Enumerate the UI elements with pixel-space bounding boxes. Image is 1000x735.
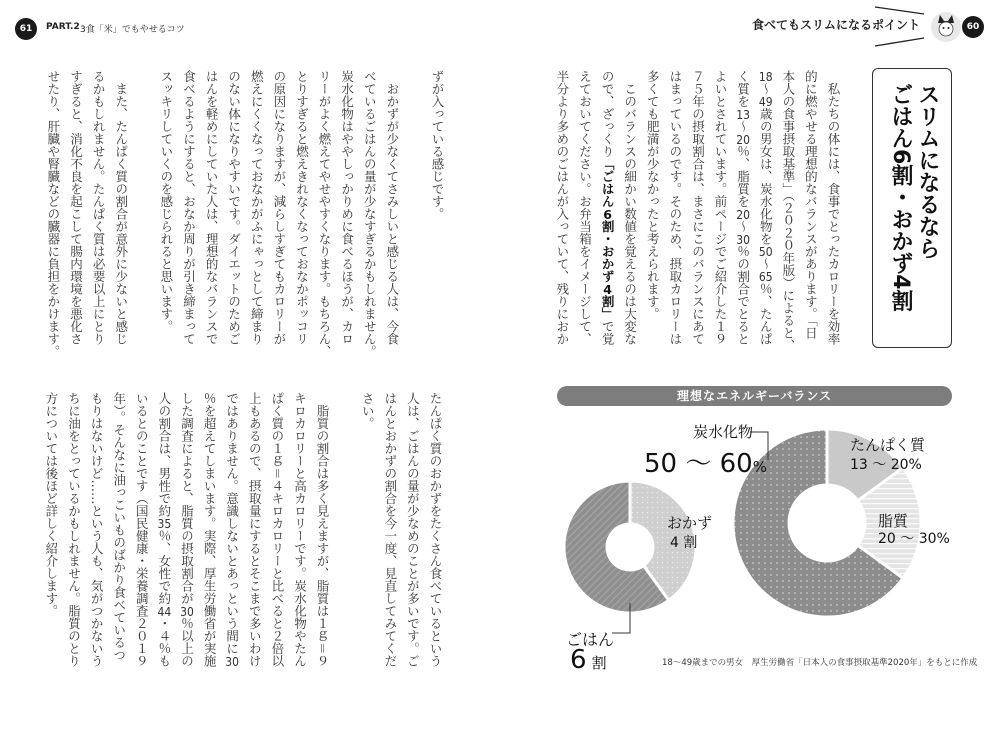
protein-label: たんぱく質 bbox=[850, 436, 926, 454]
number: 6 bbox=[603, 207, 612, 220]
text-line: えておいてください。お弁当箱をイメージして、 bbox=[577, 70, 593, 345]
section-title: 食べてもスリムになるポイント bbox=[752, 18, 921, 32]
text-line bbox=[132, 70, 155, 355]
text-line: 本人の食事摂取基準」（２０２０年版）によると、 bbox=[780, 70, 796, 352]
number: 4 bbox=[603, 282, 612, 295]
emphasis-text: 「ごはん6割・おかず4割」 bbox=[600, 157, 616, 320]
text-line: ちに油をとっているかもしれません。脂質のとり bbox=[66, 392, 82, 667]
number: 50 bbox=[758, 245, 773, 258]
bottom-body-text bbox=[39, 392, 446, 677]
text-line: く質を13～20％、脂質を20～30％の割合でとると bbox=[735, 70, 751, 345]
text-line: リーがよく燃えてやせやすくなります。もちろん、 bbox=[317, 70, 333, 358]
text-segment: で覚 bbox=[600, 320, 616, 345]
text-line: たんぱく質のおかずをたくさん食べているという bbox=[428, 392, 443, 667]
text-line: 18～49歳の男女は、炭水化物を50～65％、たんぱ bbox=[758, 70, 774, 345]
text-line: スッキリしていくのを感じられると思います。 bbox=[158, 70, 174, 333]
right-body-text bbox=[550, 70, 844, 355]
text-line: 燃えにくくなっておなかがふにゃっとして締まり bbox=[249, 70, 265, 345]
chapter-title: 3食「米」でもやせるコツ bbox=[80, 25, 185, 35]
text-line: 私たちの体には、食事でとったカロリーを効率 bbox=[826, 70, 841, 345]
text-line: 食べるようにすると、おなか周りが引き締まって bbox=[181, 70, 197, 345]
text-line: はんとおかずの割合を今一度、見直してみてくだ bbox=[382, 392, 398, 667]
number: 30 bbox=[736, 232, 750, 245]
number: 13 bbox=[736, 107, 750, 120]
carb-unit: % bbox=[752, 458, 767, 476]
text-line: また、たんぱく質の割合が意外に少ないと感じ bbox=[113, 70, 129, 345]
headline-box bbox=[872, 68, 952, 348]
text-line: さい。 bbox=[360, 392, 376, 430]
header-decoration-lines bbox=[870, 4, 930, 48]
number: 44 bbox=[157, 604, 172, 617]
fat-value: 20 ～ 30% bbox=[878, 531, 950, 547]
carb-label: 炭水化物 bbox=[693, 423, 754, 441]
text-line: 上もあるので、摂取量にするとそこまで多いわけ bbox=[247, 392, 263, 667]
protein-value: 13 ～ 20% bbox=[850, 457, 922, 473]
text-line: ７５年の摂取割合は、まさにこのバランスにあて bbox=[690, 70, 706, 345]
fat-label: 脂質 bbox=[878, 512, 909, 530]
text-line bbox=[333, 392, 356, 677]
carb-range: 50 ～ 60 bbox=[644, 449, 753, 479]
text-line: とりすぎると燃えきれなくなっておなかポッコリ bbox=[294, 70, 310, 345]
text-line-emphasis bbox=[595, 70, 618, 355]
number: 49 bbox=[758, 95, 773, 108]
side-dish-value: 4 割 bbox=[670, 535, 698, 551]
rice-number: 6 bbox=[570, 645, 587, 675]
page-number: 60 bbox=[966, 22, 980, 32]
number: 20 bbox=[736, 132, 750, 145]
text-line: このバランスの細かい数値を覚えるのは大変な bbox=[622, 70, 638, 345]
text-line: ではありません。意識しないとあっという間に30 bbox=[224, 392, 240, 667]
text-line: した調査によると、脂質の摂取割合が30％以上の bbox=[179, 392, 195, 667]
text-line: 人の割合は、男性で約35％、女性で約44・４％も bbox=[156, 392, 172, 667]
chart-caption: 18～49歳までの男女 厚生労働省「日本人の食事摂取基準2020年」をもとに作成 bbox=[662, 658, 978, 668]
side-dish-label: おかず bbox=[667, 514, 713, 532]
text-line: 方については後ほど詳しく紹介します。 bbox=[43, 392, 59, 617]
text-line: おかずが少なくてさみしいと感じる人は、今食 bbox=[384, 70, 400, 345]
left-top-body-text bbox=[41, 70, 448, 358]
page-number-badge-left bbox=[15, 18, 37, 40]
text-line: の原因になりますが、減らしすぎてもカロリーが bbox=[271, 70, 287, 345]
headline-line-2: ごはん6割・おかず4割 bbox=[888, 83, 913, 312]
rice-unit: 割 bbox=[591, 654, 607, 672]
text-line: いるとのことです（国民健康・栄養調査２０１９ bbox=[134, 392, 150, 667]
text-line: ぱく質の１ｇ＝４キロカロリーと比べると２倍以 bbox=[269, 392, 285, 668]
text-line: 人は、ごはんの量が少なめのことが多いです。ご bbox=[405, 392, 421, 667]
text-line: すぎると、消化不良を起こして腸内環境を悪化さ bbox=[68, 70, 84, 345]
text-line: 脂質の割合は多く見えますが、脂質は１ｇ＝９ bbox=[315, 392, 331, 668]
text-line: 的に燃やせる理想的なバランスがあります。「日 bbox=[803, 70, 819, 339]
page-number: 61 bbox=[19, 24, 33, 34]
text-line: べているごはんの量が少なすぎるかもしれません。 bbox=[362, 70, 378, 358]
number: 18 bbox=[758, 70, 773, 83]
number: 20 bbox=[736, 207, 750, 220]
carb-value bbox=[644, 443, 767, 480]
text-line bbox=[403, 70, 426, 355]
text-line: ずが入っている感じです。 bbox=[430, 70, 445, 220]
text-line: よいとされています。前ページでご紹介した１９ bbox=[713, 70, 729, 345]
number: 35 bbox=[157, 517, 172, 530]
text-line: 年）。そんなに油っこいものばかり食べているつ bbox=[111, 392, 127, 661]
text-line: 半分より多めのごはんが入っていて、残りにおか bbox=[554, 70, 570, 345]
rice-value bbox=[570, 645, 607, 675]
number: 30 bbox=[225, 654, 240, 667]
headline-line-1: スリムになるなら bbox=[915, 83, 940, 259]
text-line: 多くても肥満が少なかったと考えられます。 bbox=[645, 70, 661, 320]
page-number-badge-right bbox=[962, 16, 984, 38]
text-segment: ので、ざっくり bbox=[600, 70, 616, 158]
part-label: PART.2 bbox=[46, 22, 80, 32]
rice-label: ごはん bbox=[566, 630, 615, 649]
text-line: のない体になりやすいです。ダイエットのためご bbox=[226, 70, 242, 345]
text-line: キロカロリーと高カロリーです。炭水化物やたん bbox=[292, 392, 308, 667]
text-line: ％を超えてしまいます。実際、厚生労働省が実施 bbox=[202, 392, 218, 667]
text-line: るかもしれません。たんぱく質は必要以上にとり bbox=[91, 70, 107, 345]
chart-title-banner: 理想なエネルギーバランス bbox=[557, 386, 952, 406]
text-line: せたり、肝臓や腎臓などの臓器に負担をかけます。 bbox=[45, 70, 61, 358]
text-line: 炭水化物はややしっかりめに食べるほうが、カロ bbox=[339, 70, 355, 345]
text-line: はまっているのです。そのため、摂取カロリーは bbox=[667, 70, 683, 345]
cat-mascot-icon bbox=[930, 11, 962, 45]
number: 30 bbox=[180, 604, 194, 617]
text-line: もりはないけど……という人も、気がつかないう bbox=[89, 392, 105, 667]
text-line: はんを軽めにしていた人は、理想的なバランスで bbox=[204, 70, 220, 345]
number: 65 bbox=[758, 270, 773, 283]
